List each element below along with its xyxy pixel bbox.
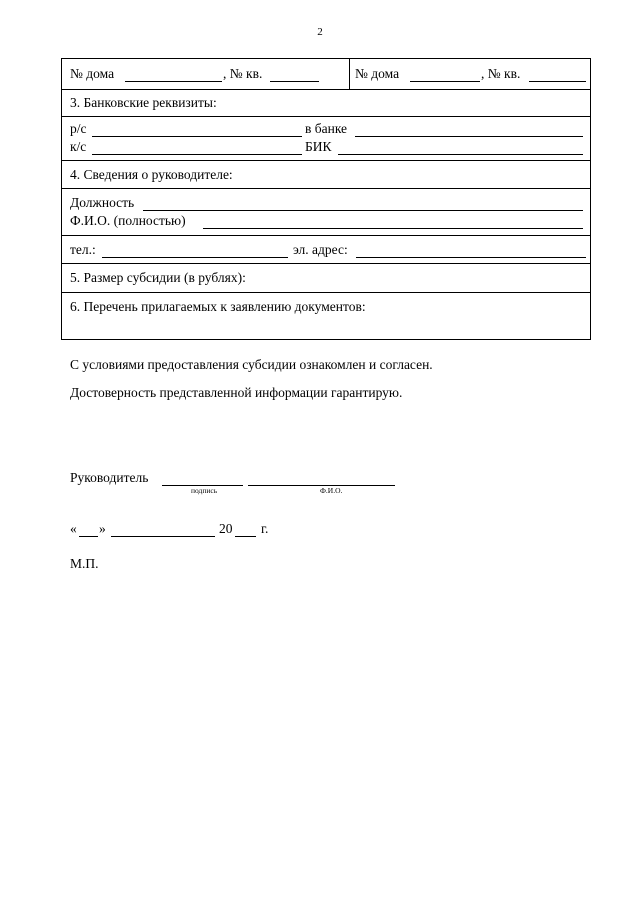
apt-label-2: , № кв.: [481, 66, 521, 81]
fio-caption: Ф.И.О.: [320, 486, 343, 495]
head-heading: 4. Сведения о руководителе:: [70, 167, 233, 182]
ks-field[interactable]: [92, 154, 302, 155]
position-field[interactable]: [143, 210, 583, 211]
date-day-field[interactable]: [79, 536, 98, 537]
house-field-1[interactable]: [125, 81, 222, 82]
ks-label: к/с: [70, 139, 87, 154]
apt-field-1[interactable]: [270, 81, 319, 82]
documents-row: [62, 293, 590, 339]
documents-heading: 6. Перечень прилагаемых к заявлению документов:: [70, 299, 366, 314]
subsidy-heading: 5. Размер субсидии (в рублях):: [70, 270, 246, 285]
position-label: Должность: [70, 195, 135, 210]
date-year-field[interactable]: [235, 536, 256, 537]
head-details-row: [62, 189, 590, 236]
fio-label: Ф.И.О. (полностью): [70, 213, 186, 228]
rs-label: р/с: [70, 121, 87, 136]
fio-field[interactable]: [203, 228, 583, 229]
head-signature-label: Руководитель: [70, 470, 149, 485]
apt-field-2[interactable]: [529, 81, 586, 82]
rs-field[interactable]: [92, 136, 302, 137]
bank-heading: 3. Банковские реквизиты:: [70, 95, 217, 110]
house-label-1: № дома: [70, 66, 115, 81]
address-row-divider: [349, 59, 350, 89]
consent-statement: С условиями предоставления субсидии ознакомлен и согласен.: [70, 357, 433, 372]
page-number: 2: [317, 26, 323, 38]
stamp-label: М.П.: [70, 556, 99, 571]
bank-heading-row: [62, 90, 590, 117]
guarantee-statement: Достоверность представленной информации гарантирую.: [70, 385, 403, 400]
phone-label: тел.:: [70, 242, 96, 257]
apt-label-1: , № кв.: [223, 66, 263, 81]
bik-field[interactable]: [338, 154, 583, 155]
phone-field[interactable]: [102, 257, 288, 258]
year-suffix: г.: [261, 521, 269, 536]
year-prefix: 20: [219, 521, 233, 536]
bank-label: в банке: [305, 121, 348, 136]
application-form-table: [61, 58, 591, 340]
bank-field[interactable]: [355, 136, 583, 137]
head-heading-row: [62, 161, 590, 189]
house-label-2: № дома: [355, 66, 400, 81]
bik-label: БИК: [305, 139, 332, 154]
email-label: эл. адрес:: [293, 242, 348, 257]
date-open-quote: «: [70, 521, 77, 536]
bank-details-row: [62, 117, 590, 161]
subsidy-row: [62, 264, 590, 293]
contacts-row: [62, 236, 590, 264]
date-close-quote: »: [99, 521, 106, 536]
house-field-2[interactable]: [410, 81, 480, 82]
signature-caption: подпись: [191, 486, 218, 495]
date-month-field[interactable]: [111, 536, 215, 537]
email-field[interactable]: [356, 257, 586, 258]
address-row: [62, 59, 590, 90]
